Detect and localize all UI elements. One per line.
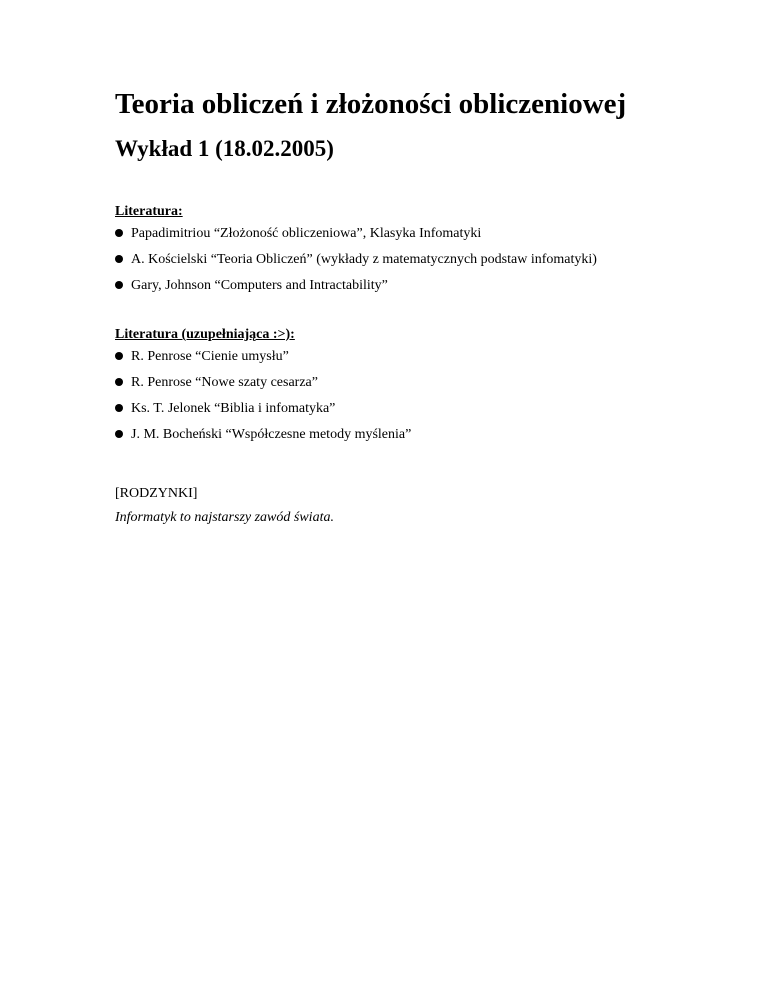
bullet-icon [115,255,123,263]
bullet-icon [115,281,123,289]
list-item: Papadimitriou “Złożoność obliczeniowa”, Klasyka Infomatyki [115,225,597,251]
lecture-subtitle: Wykład 1 (18.02.2005) [115,136,334,161]
list-item: J. M. Bocheński “Współczesne metody myślenia” [115,426,411,452]
list-item: A. Kościelski “Teoria Obliczeń” (wykłady z matematycznych podstaw infomatyki) [115,251,597,277]
literature-heading: Literatura: [115,204,183,219]
list-item: R. Penrose “Nowe szaty cesarza” [115,374,411,400]
list-item: Ks. T. Jelonek “Biblia i infomatyka” [115,400,411,426]
supplementary-literature-list [115,348,411,452]
literature-list [115,225,597,303]
page-title: Teoria obliczeń i złożoności obliczeniowej [115,88,627,120]
bullet-icon [115,229,123,237]
bullet-icon [115,378,123,386]
bullet-icon [115,404,123,412]
list-item: R. Penrose “Cienie umysłu” [115,348,411,374]
supplementary-literature-heading: Literatura (uzupełniająca :>): [115,327,295,342]
quote-text: Informatyk to najstarszy zawód świata. [115,510,334,525]
list-item: Gary, Johnson “Computers and Intractability” [115,277,597,303]
bullet-icon [115,430,123,438]
bullet-icon [115,352,123,360]
rodzynki-label: [RODZYNKI] [115,486,198,501]
